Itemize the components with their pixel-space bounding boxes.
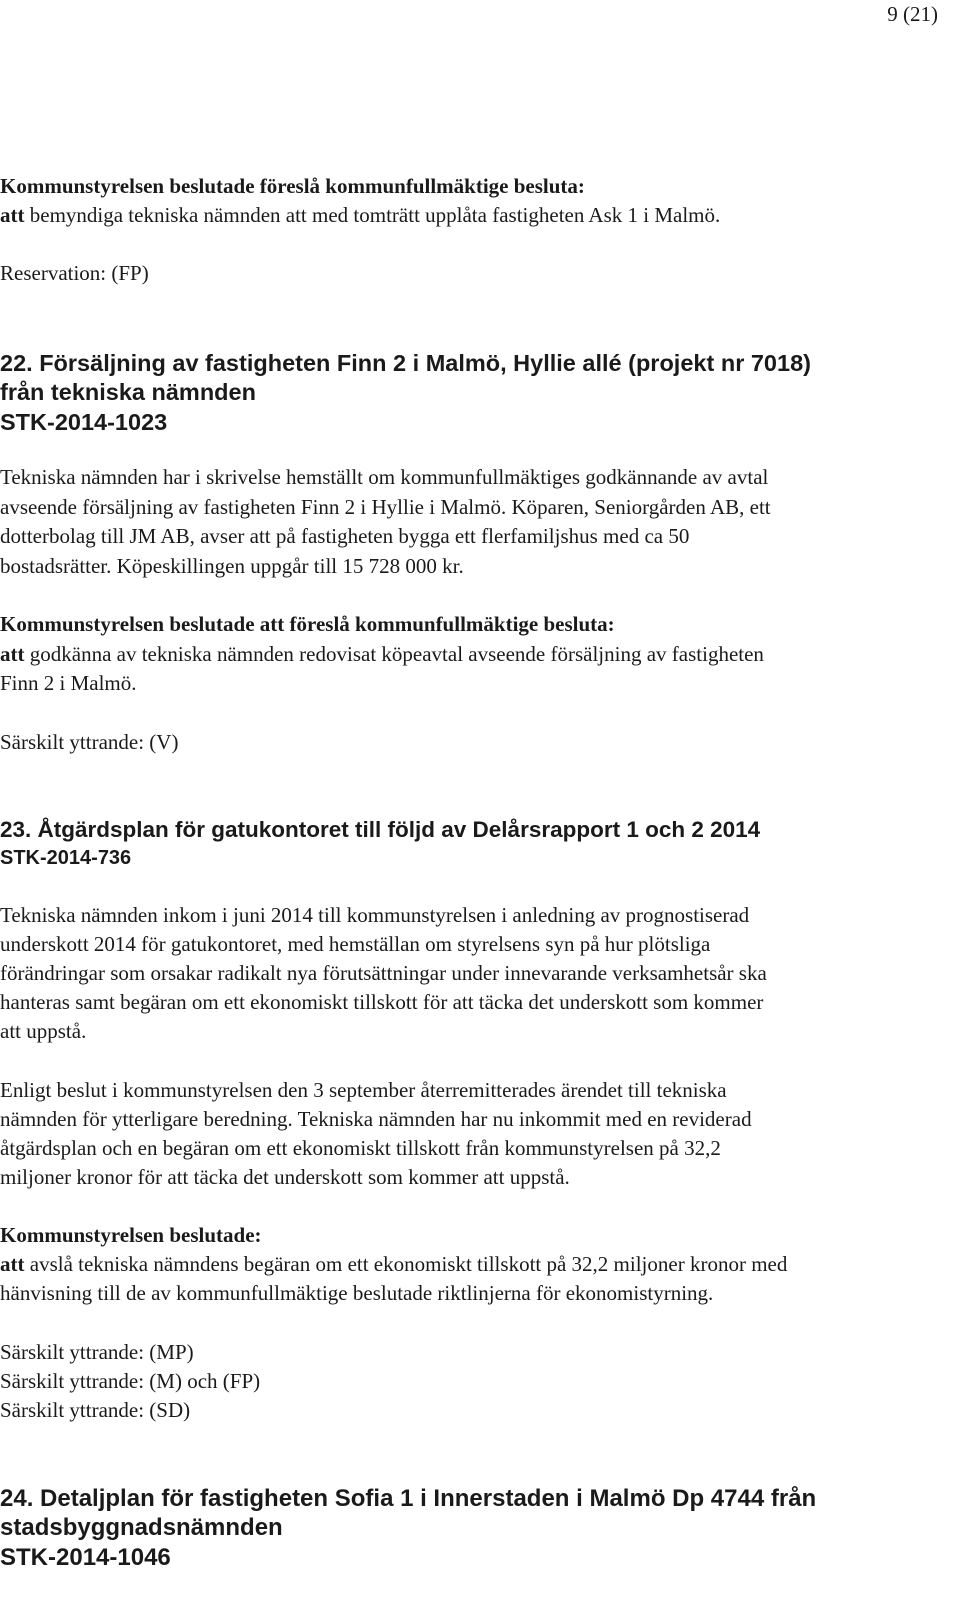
body-line: avseende försäljning av fastigheten Finn 2 i Hyllie i Malmö. Köparen, Seniorgården AB, ett [0,495,771,519]
page-number: 9 (21) [887,2,938,26]
body-line: dotterbolag till JM AB, avser att på fastigheten bygga ett flerfamiljshus med ca 50 [0,524,690,548]
decision-heading: Kommunstyrelsen beslutade: [0,1223,262,1247]
body-line: förändringar som orsakar radikalt nya förutsättningar under innevarande verksamhetsår ska [0,961,767,985]
body-line: underskott 2014 för gatukontoret, med hemställan om styrelsens syn på hur plötsliga [0,932,711,956]
decision-heading: Kommunstyrelsen beslutade att föreslå kommunfullmäktige besluta: [0,612,615,636]
decision-text [0,644,764,665]
decision-text [0,1254,787,1275]
body-line: Tekniska nämnden har i skrivelse hemställt om kommunfullmäktiges godkännande av avtal [0,465,769,489]
decision-text-content: godkänna av tekniska nämnden redovisat köpeavtal avseende försäljning av fastigheten [24,642,764,666]
att-word: att [0,642,25,666]
case-number: STK-2014-736 [0,847,132,869]
section-heading-cont: stadsbyggnadsnämnden [0,1514,283,1541]
decision-heading: Kommunstyrelsen beslutade föreslå kommunfullmäktige besluta: [0,174,585,198]
decision-text-cont: hänvisning till de av kommunfullmäktige beslutade riktlinjerna för ekonomistyrning. [0,1281,714,1305]
decision-text [0,205,720,226]
case-number: STK-2014-1023 [0,409,168,435]
decision-text-content: avslå tekniska nämndens begäran om ett ekonomiskt tillskott på 32,2 miljoner kronor med [24,1252,788,1276]
special-statement: Särskilt yttrande: (V) [0,730,179,754]
section-heading: 23. Åtgärdsplan för gatukontoret till följd av Delårsrapport 1 och 2 2014 [0,817,761,842]
special-statement: Särskilt yttrande: (SD) [0,1398,191,1422]
body-line: Tekniska nämnden inkom i juni 2014 till kommunstyrelsen i anledning av prognostiserad [0,903,750,927]
section-heading-cont: från tekniska nämnden [0,379,256,405]
section-heading: 22. Försäljning av fastigheten Finn 2 i Malmö, Hyllie allé (projekt nr 7018) [0,350,811,376]
body-line: bostadsrätter. Köpeskillingen uppgår till 15 728 000 kr. [0,554,464,578]
section-heading: 24. Detaljplan för fastigheten Sofia 1 i Innerstaden i Malmö Dp 4744 från [0,1485,817,1512]
special-statement: Särskilt yttrande: (M) och (FP) [0,1369,261,1393]
body-line: hanteras samt begäran om ett ekonomiskt tillskott för att täcka det underskott som kommer [0,990,764,1014]
special-statement: Särskilt yttrande: (MP) [0,1340,194,1364]
decision-text-content: bemyndiga tekniska nämnden att med tomträtt upplåta fastigheten Ask 1 i Malmö. [24,203,721,227]
body-line: miljoner kronor för att täcka det underskott som kommer att uppstå. [0,1165,570,1189]
reservation: Reservation: (FP) [0,261,149,285]
body-line: åtgärdsplan och en begäran om ett ekonomiskt tillskott från kommunstyrelsen på 32,2 [0,1136,721,1160]
body-line: Enligt beslut i kommunstyrelsen den 3 september återremitterades ärendet till tekniska [0,1078,727,1102]
att-word: att [0,1252,25,1276]
body-line: nämnden för ytterligare beredning. Tekniska nämnden har nu inkommit med en reviderad [0,1107,752,1131]
att-word: att [0,203,25,227]
case-number: STK-2014-1046 [0,1544,171,1571]
decision-text-cont: Finn 2 i Malmö. [0,671,137,695]
body-line: att uppstå. [0,1019,87,1043]
